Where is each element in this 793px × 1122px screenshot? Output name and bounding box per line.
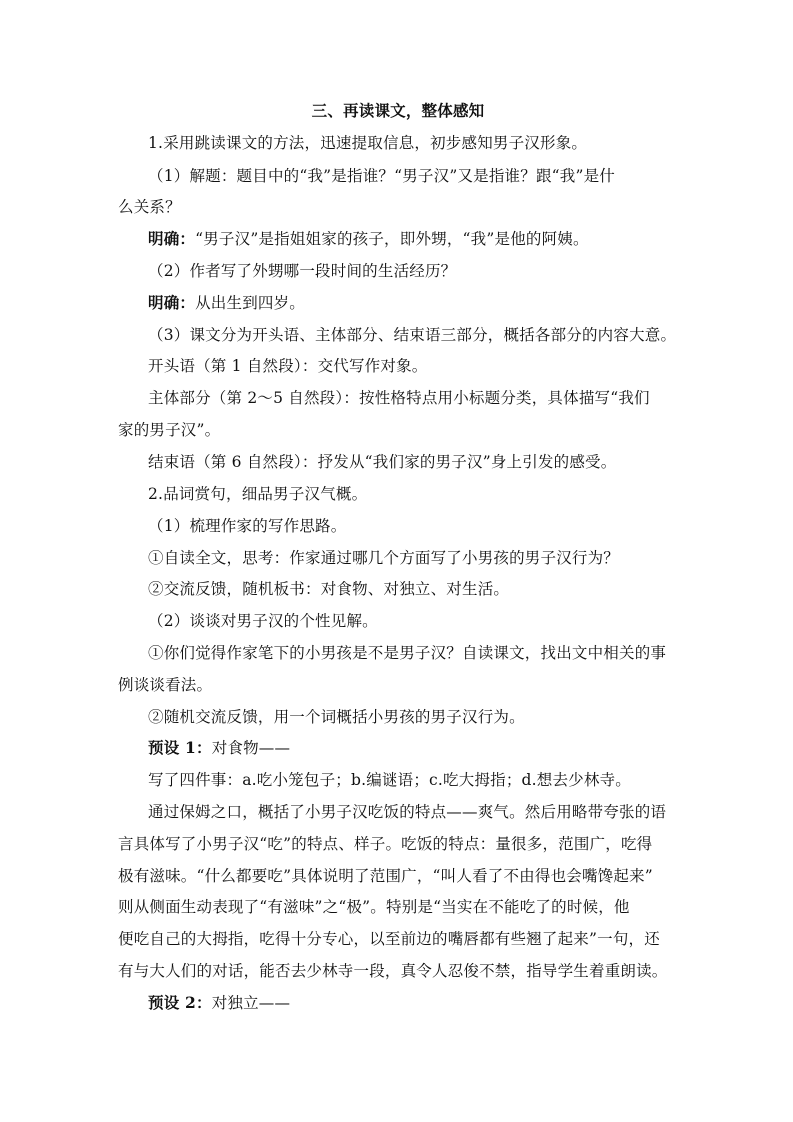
answer-2 <box>148 293 678 313</box>
step-2-a-line-1: ①你们觉得作家笔下的小男孩是不是男子汉？自读课文，找出文中相关的事 <box>148 644 667 662</box>
preset-1-text: 对食物—— <box>211 739 291 757</box>
question-1-line-2: 么关系？ <box>118 198 181 216</box>
question-2: （2）作者写了外甥哪一段时间的生活经历？ <box>148 262 457 280</box>
analysis-line-6: 有与大人们的对话，能否去少林寺一段，真令人忍俊不禁，指导学生着重朗读。 <box>118 962 668 980</box>
analysis-line-3: 极有滋味。“什么都要吃”具体说明了范围广，“叫人看了不由得也会嘴馋起来” <box>118 867 653 885</box>
answer-1 <box>148 229 678 249</box>
paragraph-2: 2.品词赏句，细品男子汉气概。 <box>148 485 368 503</box>
step-1-a: ①自读全文，思考：作家通过哪几个方面写了小男孩的男子汉行为？ <box>148 549 620 567</box>
opening-summary: 开头语（第 1 自然段）：交代写作对象。 <box>148 357 428 375</box>
question-1-line-1: （1）解题：题目中的“我”是指谁？“男子汉”又是指谁？跟“我”是什 <box>148 167 616 185</box>
analysis-line-1: 通过保姆之口，概括了小男子汉吃饭的特点——爽气。然后用略带夸张的语 <box>148 803 667 821</box>
question-3: （3）课文分为开头语、主体部分、结束语三部分，概括各部分的内容大意。 <box>148 326 677 344</box>
step-2: （2）谈谈对男子汉的个性见解。 <box>148 612 378 630</box>
ending-summary: 结束语（第 6 自然段）：抒发从“我们家的男子汉”身上引发的感受。 <box>148 453 617 471</box>
preset-2-text: 对独立—— <box>211 994 291 1012</box>
step-1: （1）梳理作家的写作思路。 <box>148 517 347 535</box>
preset-1-label: 预设 1： <box>148 738 212 757</box>
four-things: 写了四件事：a.吃小笼包子；b.编谜语；c.吃大拇指；d.想去少林寺。 <box>148 771 631 789</box>
step-2-b: ②随机交流反馈，用一个词概括小男孩的男子汉行为。 <box>148 708 525 726</box>
step-2-a-line-2: 例谈谈看法。 <box>118 676 213 694</box>
answer-2-text: 从出生到四岁。 <box>195 294 306 312</box>
preset-2-label: 预设 2： <box>148 993 212 1012</box>
answer-1-text: “男子汉”是指姐姐家的孩子，即外甥，“我”是他的阿姨。 <box>195 230 589 248</box>
body-summary-line-1: 主体部分（第 2～5 自然段）：按性格特点用小标题分类，具体描写“我们 <box>148 389 650 407</box>
step-1-b: ②交流反馈，随机板书：对食物、对独立、对生活。 <box>148 580 510 598</box>
answer-1-label: 明确： <box>148 229 196 248</box>
analysis-line-4: 则从侧面生动表现了“有滋味”之“极”。特别是“当实在不能吃了的时候，他 <box>118 898 630 916</box>
preset-1 <box>148 738 678 758</box>
analysis-line-5: 便吃自己的大拇指，吃得十分专心，以至前边的嘴唇都有些翘了起来”一句，还 <box>118 930 660 948</box>
body-summary-line-2: 家的男子汉”。 <box>118 421 221 439</box>
section-title: 三、再读课文，整体感知 <box>311 101 485 120</box>
paragraph-1: 1.采用跳读课文的方法，迅速提取信息，初步感知男子汉形象。 <box>148 134 588 152</box>
preset-2 <box>148 993 678 1013</box>
answer-2-label: 明确： <box>148 293 196 312</box>
analysis-line-2: 言具体写了小男子汉“吃”的特点、样子。吃饭的特点：量很多，范围广，吃得 <box>118 835 653 853</box>
